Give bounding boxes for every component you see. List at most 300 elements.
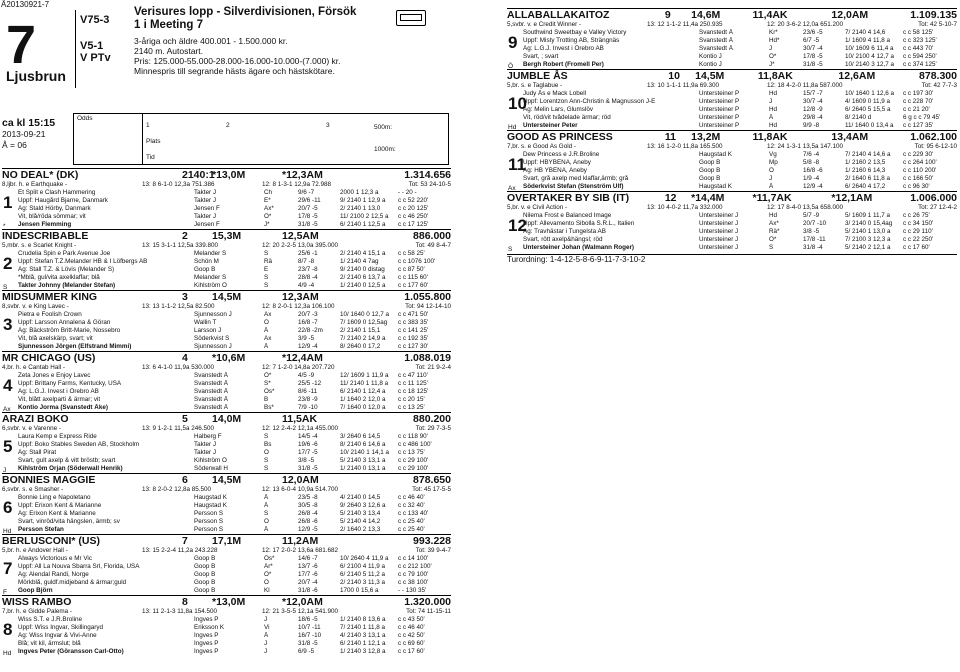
horse-record: *12,3AM [282, 169, 323, 181]
start-cell: 6/ 2140 1 12,1 a [340, 640, 386, 647]
start-cell: c c 383 35' [398, 319, 429, 326]
start-cell: 5/ 2140 3 13,1 a [340, 457, 386, 464]
start-cell: - - 20 - [398, 189, 417, 196]
start-cell: Vg [769, 151, 777, 158]
start-cell: c c 20 125' [398, 205, 429, 212]
horse-record: 14,5M [695, 70, 725, 82]
start-cell: Goop B [699, 159, 721, 166]
horse-body [2, 311, 451, 351]
start-cell: 14/5 -4 [298, 433, 318, 440]
horse-name: OVERTAKER BY SIB (IT) [507, 192, 630, 204]
start-cell: Svart, ; svart [523, 53, 559, 60]
start-row [2, 221, 451, 229]
horse-info: 13: 16 1-2-0 11,8a 165.500 [647, 143, 723, 150]
start-cell: Rä* [769, 228, 780, 235]
start-cell: Hd [769, 106, 778, 113]
race-condition: 3-åriga och äldre 400.001 - 1.500.000 kr. [134, 36, 288, 46]
start-cell: c c 38 100' [398, 579, 429, 586]
horse-body [2, 433, 451, 473]
start-cell: Goop B [699, 175, 721, 182]
start-cell: Uppf: Haugård Bjarne, Danmark [18, 197, 108, 204]
start-cell: 8/6 -11 [298, 388, 318, 395]
horse-info: 12: 8 2-0-1 12,3a 106.100 [262, 303, 335, 310]
start-cell: Söderwall H [194, 465, 228, 472]
start-cell: 11/ 1640 0 13,4 a [845, 122, 894, 129]
start-cell: 5/8 -8 [803, 159, 820, 166]
post-position: 7 [3, 559, 13, 578]
start-row [2, 449, 451, 457]
horse-info: 5,br. h. e Andover Hall - [2, 547, 68, 554]
start-cell: c c 34 150' [903, 220, 934, 227]
shoe-prefix: Hd [508, 124, 517, 131]
game-code: V5-1 [80, 40, 104, 52]
start-cell: Vit, röd/vit tvådelade ärmar; röd [523, 114, 611, 121]
horse-info: 12: 20 3-6-2 12,0a 651.200 [767, 21, 843, 28]
start-row [2, 457, 451, 465]
start-cell: c c 323 125' [903, 37, 937, 44]
horse-info: 5,br. v. e Civil Action - [507, 204, 568, 211]
doc-id: Å20130921-7 [1, 0, 50, 9]
start-cell: c c 141 25' [398, 327, 429, 334]
start-cell: c c 127 30' [398, 343, 429, 350]
start-cell: c c 228 70' [903, 98, 934, 105]
horse-header [2, 230, 451, 242]
horse-info-line [507, 82, 957, 90]
horse-start-number: 6 [182, 474, 188, 486]
start-cell: Untersteiner P [699, 122, 740, 129]
start-cell: Takter J [194, 441, 217, 448]
start-cell: Svanstedt Å [194, 380, 228, 387]
start-cell: Svart, grå axelp med klaffar,ärmb; grå [523, 175, 629, 182]
start-cell: Å [264, 327, 269, 334]
start-cell: Goop B [699, 167, 721, 174]
start-cell: 29/6 -11 [298, 197, 321, 204]
horse-record: 13,4AM [831, 131, 869, 143]
start-row [2, 579, 451, 587]
start-row [507, 151, 957, 159]
start-row [507, 106, 957, 114]
start-cell: Jensen F [194, 221, 220, 228]
horse-record: 14,0M [212, 413, 242, 425]
plats-label: Plats [146, 138, 161, 145]
start-cell: Söderkvist Stefan (Stenström Ulf) [523, 183, 624, 190]
start-cell: Ingves Peter (Göransson Carl-Otto) [18, 648, 124, 655]
start-cell: c c 212 100' [398, 563, 432, 570]
horse-earnings: 1.320.000 [404, 596, 451, 608]
start-cell: Larsson J [194, 327, 222, 334]
shoe-prefix: F [3, 589, 7, 596]
start-row [2, 502, 451, 510]
start-row [2, 616, 451, 624]
start-row [2, 319, 451, 327]
start-row [2, 526, 451, 534]
start-cell: 10/7 -11 [298, 624, 321, 631]
start-cell: 1/ 2140 0 13,1 a [340, 465, 386, 472]
odds-label: Odds [77, 115, 93, 122]
horse-info: 13: 10 1-1-1 11,9a 69.300 [647, 82, 720, 89]
start-cell: c c 17 125' [398, 221, 429, 228]
start-cell: Svanstedt Å [194, 404, 228, 411]
horse-header [2, 291, 451, 303]
start-cell: 31/8 -5 [298, 640, 318, 647]
start-cell: Hd* [769, 37, 780, 44]
start-cell: Goop Björn [18, 587, 53, 594]
horse-entry [507, 191, 957, 252]
shoe-prefix: Hd [3, 650, 12, 657]
horse-info: 13: 8 2-0-2 12,8a 85.500 [142, 486, 211, 493]
horse-info: Tot: 29 7-3-5 [415, 425, 451, 432]
start-cell: Svanstedt Å [699, 37, 733, 44]
start-cell: 2/ 2140 3 11,3 a [340, 579, 386, 586]
post-position: 6 [3, 498, 13, 517]
horse-info-line [2, 181, 451, 189]
start-cell: Nilema Frost e Balanced Image [523, 212, 612, 219]
start-row [507, 98, 957, 106]
start-cell: *Mblå, gul/vita axelklaffar; blå [18, 274, 100, 281]
odds-table [73, 113, 449, 165]
start-cell: Å [769, 114, 774, 121]
start-cell: 16/7 -10 [298, 632, 322, 639]
start-cell: 1/ 2160 2 13,5 [845, 159, 886, 166]
horse-record: *13,0M [212, 169, 246, 181]
start-row [2, 250, 451, 258]
horse-record: 11,5AK [282, 413, 318, 425]
start-cell: 26/8 -4 [298, 510, 318, 517]
horse-record: 12,0AM [282, 474, 319, 486]
race-date: 2013-09-21 [2, 129, 46, 139]
horse-body [507, 90, 957, 130]
horse-info: 13: 12 1-1-2 11,4a 250.935 [647, 21, 723, 28]
horse-start-number: 5 [182, 413, 188, 425]
start-cell: c c 197 30' [903, 90, 934, 97]
start-row [507, 90, 957, 98]
start-row [507, 212, 957, 220]
start-row [2, 441, 451, 449]
start-cell: Bergh Robert (Fromell Per) [523, 61, 604, 68]
start-cell: c c 192 35' [398, 335, 429, 342]
horse-info: Tot: 42 7-7-3 [921, 82, 957, 89]
start-cell: Bs [264, 441, 272, 448]
horse-info: Tot: 53 24-10-5 [408, 181, 451, 188]
start-row [507, 159, 957, 167]
horse-record: 13,2M [691, 131, 721, 143]
start-cell: Äg: Stall T.Z. & Lövis (Melander S) [18, 266, 115, 273]
start-row [507, 183, 957, 191]
horse-earnings: 886.000 [413, 230, 451, 242]
horse-earnings: 878.300 [919, 70, 957, 82]
start-cell: Takter J [194, 449, 217, 456]
horse-info: 12: 13 6-0-4 10,9a 514.700 [262, 486, 338, 493]
post-position: 11 [508, 155, 526, 174]
horse-info-line [507, 204, 957, 212]
horse-body [2, 250, 451, 290]
start-row [2, 404, 451, 412]
start-cell: Uppf: Lorentzon Ann-Christin & Magnusson J-E [523, 98, 656, 105]
start-cell: Persson S [194, 518, 224, 525]
start-cell: Persson S [194, 526, 224, 533]
horse-entry [507, 69, 957, 130]
start-cell: Ö [769, 167, 774, 174]
start-cell: c c 177 60' [398, 282, 429, 289]
start-cell: Ö [264, 319, 269, 326]
horse-entry [507, 130, 957, 191]
start-cell: c c 264 100' [903, 159, 937, 166]
start-cell: 23/7 -8 [298, 266, 318, 273]
start-cell: Untersteiner P [699, 90, 740, 97]
start-cell: Halberg F [194, 433, 222, 440]
time-block [2, 118, 55, 151]
start-cell: Kl [264, 587, 270, 594]
start-cell: 6/ 2100 4 11,9 a [340, 563, 386, 570]
start-cell: Ingves P [194, 632, 219, 639]
horse-info: Tot: 49 8-4-7 [415, 242, 451, 249]
horse-record: *14,4M [691, 192, 725, 204]
start-cell: 6/ 2140 5 11,2 a [340, 571, 386, 578]
start-cell: Takter J [194, 197, 217, 204]
start-cell: 10/ 1609 6 11,4 a [845, 45, 894, 52]
start-cell: c c 47 110' [398, 372, 428, 379]
start-row [2, 587, 451, 595]
horse-record: 14,5M [212, 474, 242, 486]
start-cell: Svanstedt Å [194, 372, 228, 379]
horse-info: Tot: 45 17-5-5 [412, 486, 451, 493]
post-position: 12 [508, 216, 527, 235]
start-cell: Kr* [769, 29, 778, 36]
start-cell: 31/8 -6 [298, 587, 318, 594]
horse-header [2, 169, 451, 181]
start-cell: - - 130 35' [398, 587, 427, 594]
start-cell: Ö [264, 518, 269, 525]
start-cell: c c 46 250' [398, 213, 429, 220]
horse-name: BONNIES MAGGIE [2, 474, 96, 486]
horse-body [507, 212, 957, 252]
start-cell: J [264, 616, 268, 623]
horse-info: 5,mbr. s. e Scarlet Knight - [2, 242, 77, 249]
start-row [2, 274, 451, 282]
horse-header [507, 192, 957, 204]
start-cell: Jensen F [194, 205, 220, 212]
horse-header [507, 70, 957, 82]
horse-record: 11,4AK [752, 9, 788, 21]
start-cell: 6/9 -5 [298, 648, 315, 655]
start-cell: 1/ 1640 2 12,0 a [340, 396, 386, 403]
start-cell: Uppf: Stefan T.Z.Melander HB & I Löfbergs AB [18, 258, 148, 265]
race-title-line: 1 i Meeting 7 [134, 19, 204, 31]
horse-entry [2, 290, 451, 351]
start-row [2, 343, 451, 351]
start-cell: 16/8 -6 [803, 167, 823, 174]
start-cell: c c 29 100' [398, 457, 429, 464]
start-cell: E [264, 266, 269, 273]
horse-record: *11,7AK [752, 192, 792, 204]
start-row [2, 433, 451, 441]
horse-body [2, 616, 451, 656]
500m-label: 500m: [374, 124, 393, 131]
horse-record: *12,4AM [282, 352, 323, 364]
start-cell: 10/ 2100 4 12,7 a [845, 53, 895, 60]
horse-body [507, 151, 957, 191]
start-row [2, 632, 451, 640]
start-cell: Svart, vinröd/vita hängslen, ärmb; sv [18, 518, 120, 525]
start-cell: Untersteiner P [699, 114, 740, 121]
start-cell: c c 1076 100' [398, 258, 436, 265]
start-cell: 10/ 2140 3 12,7 a [845, 61, 895, 68]
start-cell: c c 25 40' [398, 518, 425, 525]
start-cell: c c 22 250' [903, 236, 934, 243]
horse-earnings: 993.228 [413, 535, 451, 547]
start-row [2, 510, 451, 518]
horse-name: MR CHICAGO (US) [2, 352, 96, 364]
start-cell: 20/7 -10 [803, 220, 827, 227]
start-cell: 31/8 -5 [803, 61, 823, 68]
start-cell: 16/8 -7 [298, 319, 318, 326]
start-cell: Bonnie Ling e Napoletano [18, 494, 91, 501]
horse-info: Tot: 42 5-10-7 [918, 21, 957, 28]
start-row [2, 563, 451, 571]
start-cell: Haugstad K [699, 183, 732, 190]
horse-earnings: 880.200 [413, 413, 451, 425]
horse-earnings: 1.055.800 [404, 291, 451, 303]
shoe-prefix: Ö [508, 63, 514, 70]
start-cell: Jensen Flemming [18, 221, 72, 228]
start-cell: c c 127 35' [903, 122, 934, 129]
horse-record: *10,6M [212, 352, 246, 364]
start-cell: Äg: Bäckström Britt-Marie, Nossebro [18, 327, 121, 334]
start-cell: Svanstedt Å [194, 396, 228, 403]
start-cell: 2/ 1640 6 11,8 a [845, 175, 891, 182]
start-cell: c c 17 60' [398, 648, 425, 655]
start-cell: Ingves P [194, 640, 219, 647]
start-cell: Wallin T [194, 319, 217, 326]
start-cell: 2/ 2140 1 13,0 [340, 205, 381, 212]
start-cell: Sjunnesson J [194, 343, 232, 350]
right-horse-column [507, 8, 957, 264]
start-cell: c c 87 50' [398, 266, 425, 273]
start-cell: Vit, blå axelskärp, svart; vit [18, 335, 93, 342]
start-cell: S [264, 250, 269, 257]
horse-earnings: 1.088.019 [404, 352, 451, 364]
start-cell: Uppf: Boko Stables Sweden AB, Stockholm [18, 441, 140, 448]
start-cell: 12/9 -4 [803, 183, 823, 190]
start-cell: 12/9 -4 [298, 343, 318, 350]
start-cell: J [264, 640, 268, 647]
start-row [2, 372, 451, 380]
horse-info-line [507, 143, 957, 151]
start-cell: Ö [264, 449, 269, 456]
horse-record: 14,6M [691, 9, 721, 21]
horse-record: 12,0AM [831, 9, 869, 21]
start-cell: Takter J [194, 189, 217, 196]
horse-header [507, 131, 957, 143]
start-cell: c c 18 125' [398, 388, 429, 395]
start-cell: 6/ 2140 1 12,4 a [340, 388, 386, 395]
start-cell: Uppf: Wiss Ingvar, Skillingaryd [18, 624, 104, 631]
start-cell: c c 20 15' [398, 396, 425, 403]
horse-record: *13,0M [212, 596, 246, 608]
start-cell: 8/ 2640 0 17,2 [340, 343, 381, 350]
start-cell: Mp [769, 159, 778, 166]
horse-info: 8,svbr. v. e King Lavec - [2, 303, 69, 310]
tid-label: Tid [146, 154, 155, 161]
track-label: Ljusbrun [6, 68, 66, 84]
start-cell: 6 g c c 79 45' [903, 114, 941, 121]
start-cell: 10/ 1640 1 12,6 a [845, 90, 895, 97]
start-cell: Bs* [264, 404, 274, 411]
start-cell: 1/ 2160 6 14,3 [845, 167, 886, 174]
start-row [507, 220, 957, 228]
race-condition: Minnespris till segrande hästs ägare och hästskötare. [134, 66, 335, 76]
horse-info: 4,br. h. e Cantab Hall - [2, 364, 66, 371]
start-cell: Äg: L.G.J. Invest i Örebro AB [523, 45, 604, 52]
start-cell: 9/ 2640 3 12,6 a [340, 502, 386, 509]
start-cell: 7/ 1609 0 12,5ag [340, 319, 388, 326]
horse-start-number: 9 [664, 9, 671, 21]
start-cell: Uppf: Allevamento Sibolla S.R.L., Italien [523, 220, 635, 227]
start-cell: S [769, 244, 774, 251]
start-row [2, 380, 451, 388]
start-cell: Hd [769, 212, 778, 219]
start-cell: Å [264, 526, 269, 533]
odds-col-2: 2 [226, 122, 230, 129]
horse-name: GOOD AS PRINCESS [507, 131, 613, 143]
horse-info: 13: 15 3-1-1 12,5a 339.800 [142, 242, 218, 249]
horse-record: *12,1AM [831, 192, 873, 204]
shoe-prefix: Hd [3, 528, 12, 535]
horse-record: 11,2AM [282, 535, 319, 547]
start-cell: 17/7 -5 [298, 449, 318, 456]
horse-info-line [2, 242, 451, 250]
horse-header [2, 352, 451, 364]
start-cell: Laura Kemp e Express Ride [18, 433, 97, 440]
start-cell: c c 46 40' [398, 494, 425, 501]
start-cell: 2/ 2140 1 15,1 [340, 327, 381, 334]
odds-col-1: 1 [146, 122, 150, 129]
horse-record: 12,3AM [282, 291, 319, 303]
start-cell: Kontio J [699, 53, 722, 60]
horse-info: 12: 12 2-4-2 12,1a 455.000 [262, 425, 338, 432]
horse-info: Tot: 21 9-2-4 [415, 364, 451, 371]
start-cell: Kihlström Ö [194, 457, 227, 464]
start-cell: c c 42 50' [398, 632, 425, 639]
start-cell: Schön M [194, 258, 219, 265]
start-cell: Ö* [264, 213, 272, 220]
horse-record: 12,5AM [282, 230, 319, 242]
start-cell: S [264, 457, 269, 464]
horse-record: 11,8AK [757, 70, 793, 82]
start-cell: c c 69 60' [398, 640, 425, 647]
race-title-line: Verisures lopp - Silverdivisionen, Försök [134, 6, 357, 18]
start-cell: 8/ 2140 d [845, 114, 872, 121]
start-cell: c c 29 100' [398, 465, 429, 472]
start-cell: B [264, 396, 269, 403]
start-cell: 7/ 2140 4 14,6 [845, 29, 886, 36]
start-cell: Takter J [194, 213, 217, 220]
start-cell: 31/8 -5 [298, 221, 318, 228]
horse-start-number: 2140:1 [182, 169, 215, 181]
start-cell: 11/ 2100 2 12,5 a [340, 213, 389, 220]
start-cell: S [264, 274, 269, 281]
start-cell: Untersteiner P [699, 106, 740, 113]
start-cell: 20/7 -4 [298, 579, 318, 586]
start-cell: 5/7 -9 [803, 212, 820, 219]
start-cell: 5/ 2140 3 13,4 [340, 510, 381, 517]
start-cell: 8/7 -8 [298, 258, 315, 265]
start-cell: Söderkvist S [194, 335, 230, 342]
start-cell: Kontio Jorma (Svanstedt Åke) [18, 404, 108, 411]
start-cell: 8/ 2140 6 14,6 a [340, 441, 386, 448]
start-cell: 9/ 2140 1 12,9 a [340, 197, 386, 204]
start-cell: J [264, 648, 268, 655]
